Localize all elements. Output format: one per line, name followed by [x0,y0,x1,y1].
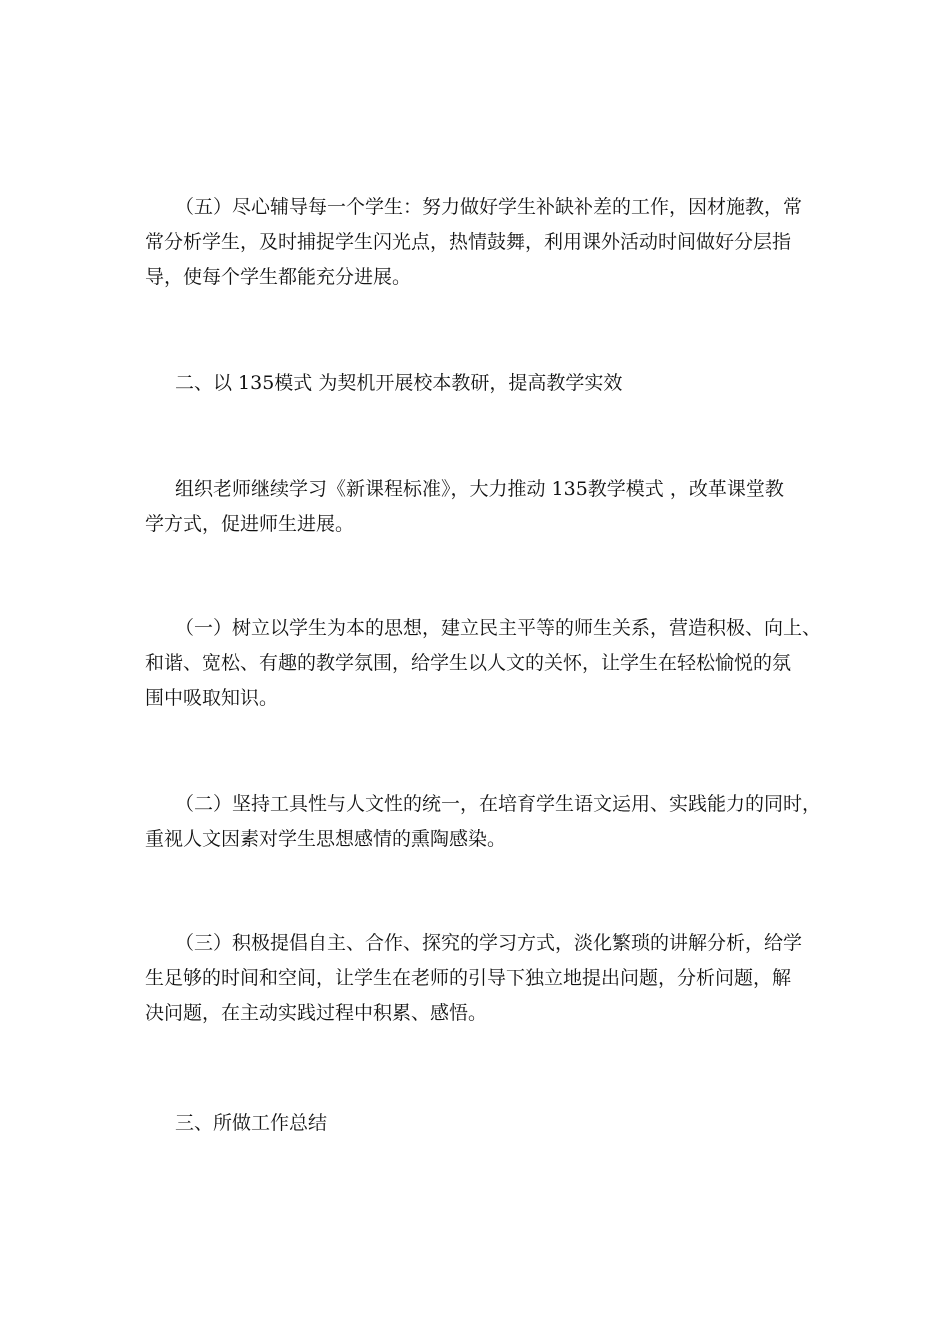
section-heading-two [145,366,825,401]
text-line: （五）尽心辅导每一个学生：努力做好学生补缺补差的工作，因材施教，常 [175,196,803,218]
section-heading-three [145,1106,825,1141]
heading-text: 三、所做工作总结 [175,1112,328,1134]
paragraph-item-two [145,787,825,857]
text-line: 重视人文因素对学生思想感情的熏陶感染。 [145,828,507,850]
paragraph-item-three [145,926,825,1031]
paragraph-item-one [145,611,825,716]
text-line: 常分析学生，及时捕捉学生闪光点，热情鼓舞，利用课外活动时间做好分层指 [145,231,792,253]
text-line: 决问题，在主动实践过程中积累、感悟。 [145,1002,488,1024]
text-line: 导，使每个学生都能充分进展。 [145,266,412,288]
text-line: （二）坚持工具性与人文性的统一，在培育学生语文运用、实践能力的同时， [175,793,822,815]
text-line: （三）积极提倡自主、合作、探究的学习方式，淡化繁琐的讲解分析，给学 [175,932,803,954]
text-line: 围中吸取知识。 [145,687,279,709]
heading-text: 二、以 135模式 为契机开展校本教研，提高教学实效 [175,372,623,394]
text-line: 生足够的时间和空间，让学生在老师的引导下独立地提出问题，分析问题，解 [145,967,792,989]
text-line: 学方式，促进师生进展。 [145,513,355,535]
text-line: （一）树立以学生为本的思想，建立民主平等的师生关系，营造积极、向上、 [175,617,822,639]
text-line: 和谐、宽松、有趣的教学氛围，给学生以人文的关怀，让学生在轻松愉悦的氛 [145,652,792,674]
paragraph-curriculum-study [145,472,825,542]
paragraph-item-five-tutoring [145,190,825,295]
text-line: 组织老师继续学习《新课程标准》，大力推动 135教学模式 ，改革课堂教 [175,478,784,500]
